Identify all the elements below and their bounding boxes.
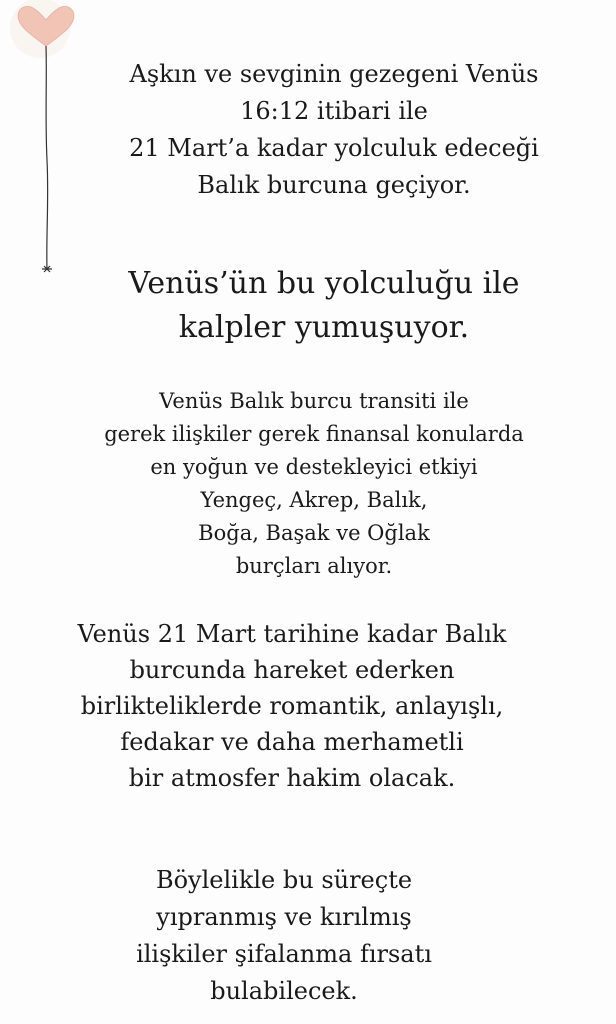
healing-text bbox=[0, 862, 592, 1010]
relationships-line: burcunda hareket ederken bbox=[129, 656, 455, 684]
signs-line: gerek ilişkiler gerek finansal konularda bbox=[104, 422, 524, 446]
signs-line: Venüs Balık burcu transiti ile bbox=[159, 389, 469, 413]
signs-line: Boğa, Başak ve Oğlak bbox=[198, 521, 430, 545]
relationships-line: birlikteliklerde romantik, anlayışlı, bbox=[80, 692, 504, 720]
intro-line: 21 Mart’a kadar yolculuk edeceği bbox=[129, 134, 539, 162]
intro-line: Balık burcuna geçiyor. bbox=[197, 171, 471, 199]
headline-line: kalpler yumuşuyor. bbox=[178, 310, 470, 345]
relationships-line: Venüs 21 Mart tarihine kadar Balık bbox=[77, 620, 507, 648]
signs-line: Yengeç, Akrep, Balık, bbox=[200, 488, 428, 512]
relationships-line: fedakar ve daha merhametli bbox=[120, 728, 464, 756]
signs-text bbox=[6, 385, 616, 583]
signs-line: burçları alıyor. bbox=[235, 554, 393, 578]
signs-line: en yoğun ve destekleyici etkiyi bbox=[150, 455, 478, 479]
intro-line: 16:12 itibari ile bbox=[240, 97, 428, 125]
intro-text bbox=[26, 56, 616, 204]
intro-line: Aşkın ve sevginin gezegeni Venüs bbox=[129, 60, 539, 88]
healing-line: ilişkiler şifalanma fırsatı bbox=[136, 940, 432, 968]
healing-line: bulabilecek. bbox=[210, 977, 358, 1005]
relationships-line: bir atmosfer hakim olacak. bbox=[128, 764, 456, 792]
healing-line: yıpranmış ve kırılmış bbox=[156, 903, 412, 931]
healing-line: Böylelikle bu süreçte bbox=[155, 866, 413, 894]
headline bbox=[16, 262, 616, 350]
headline-line: Venüs’ün bu yolculuğu ile bbox=[128, 266, 520, 301]
relationships-text bbox=[0, 616, 600, 796]
